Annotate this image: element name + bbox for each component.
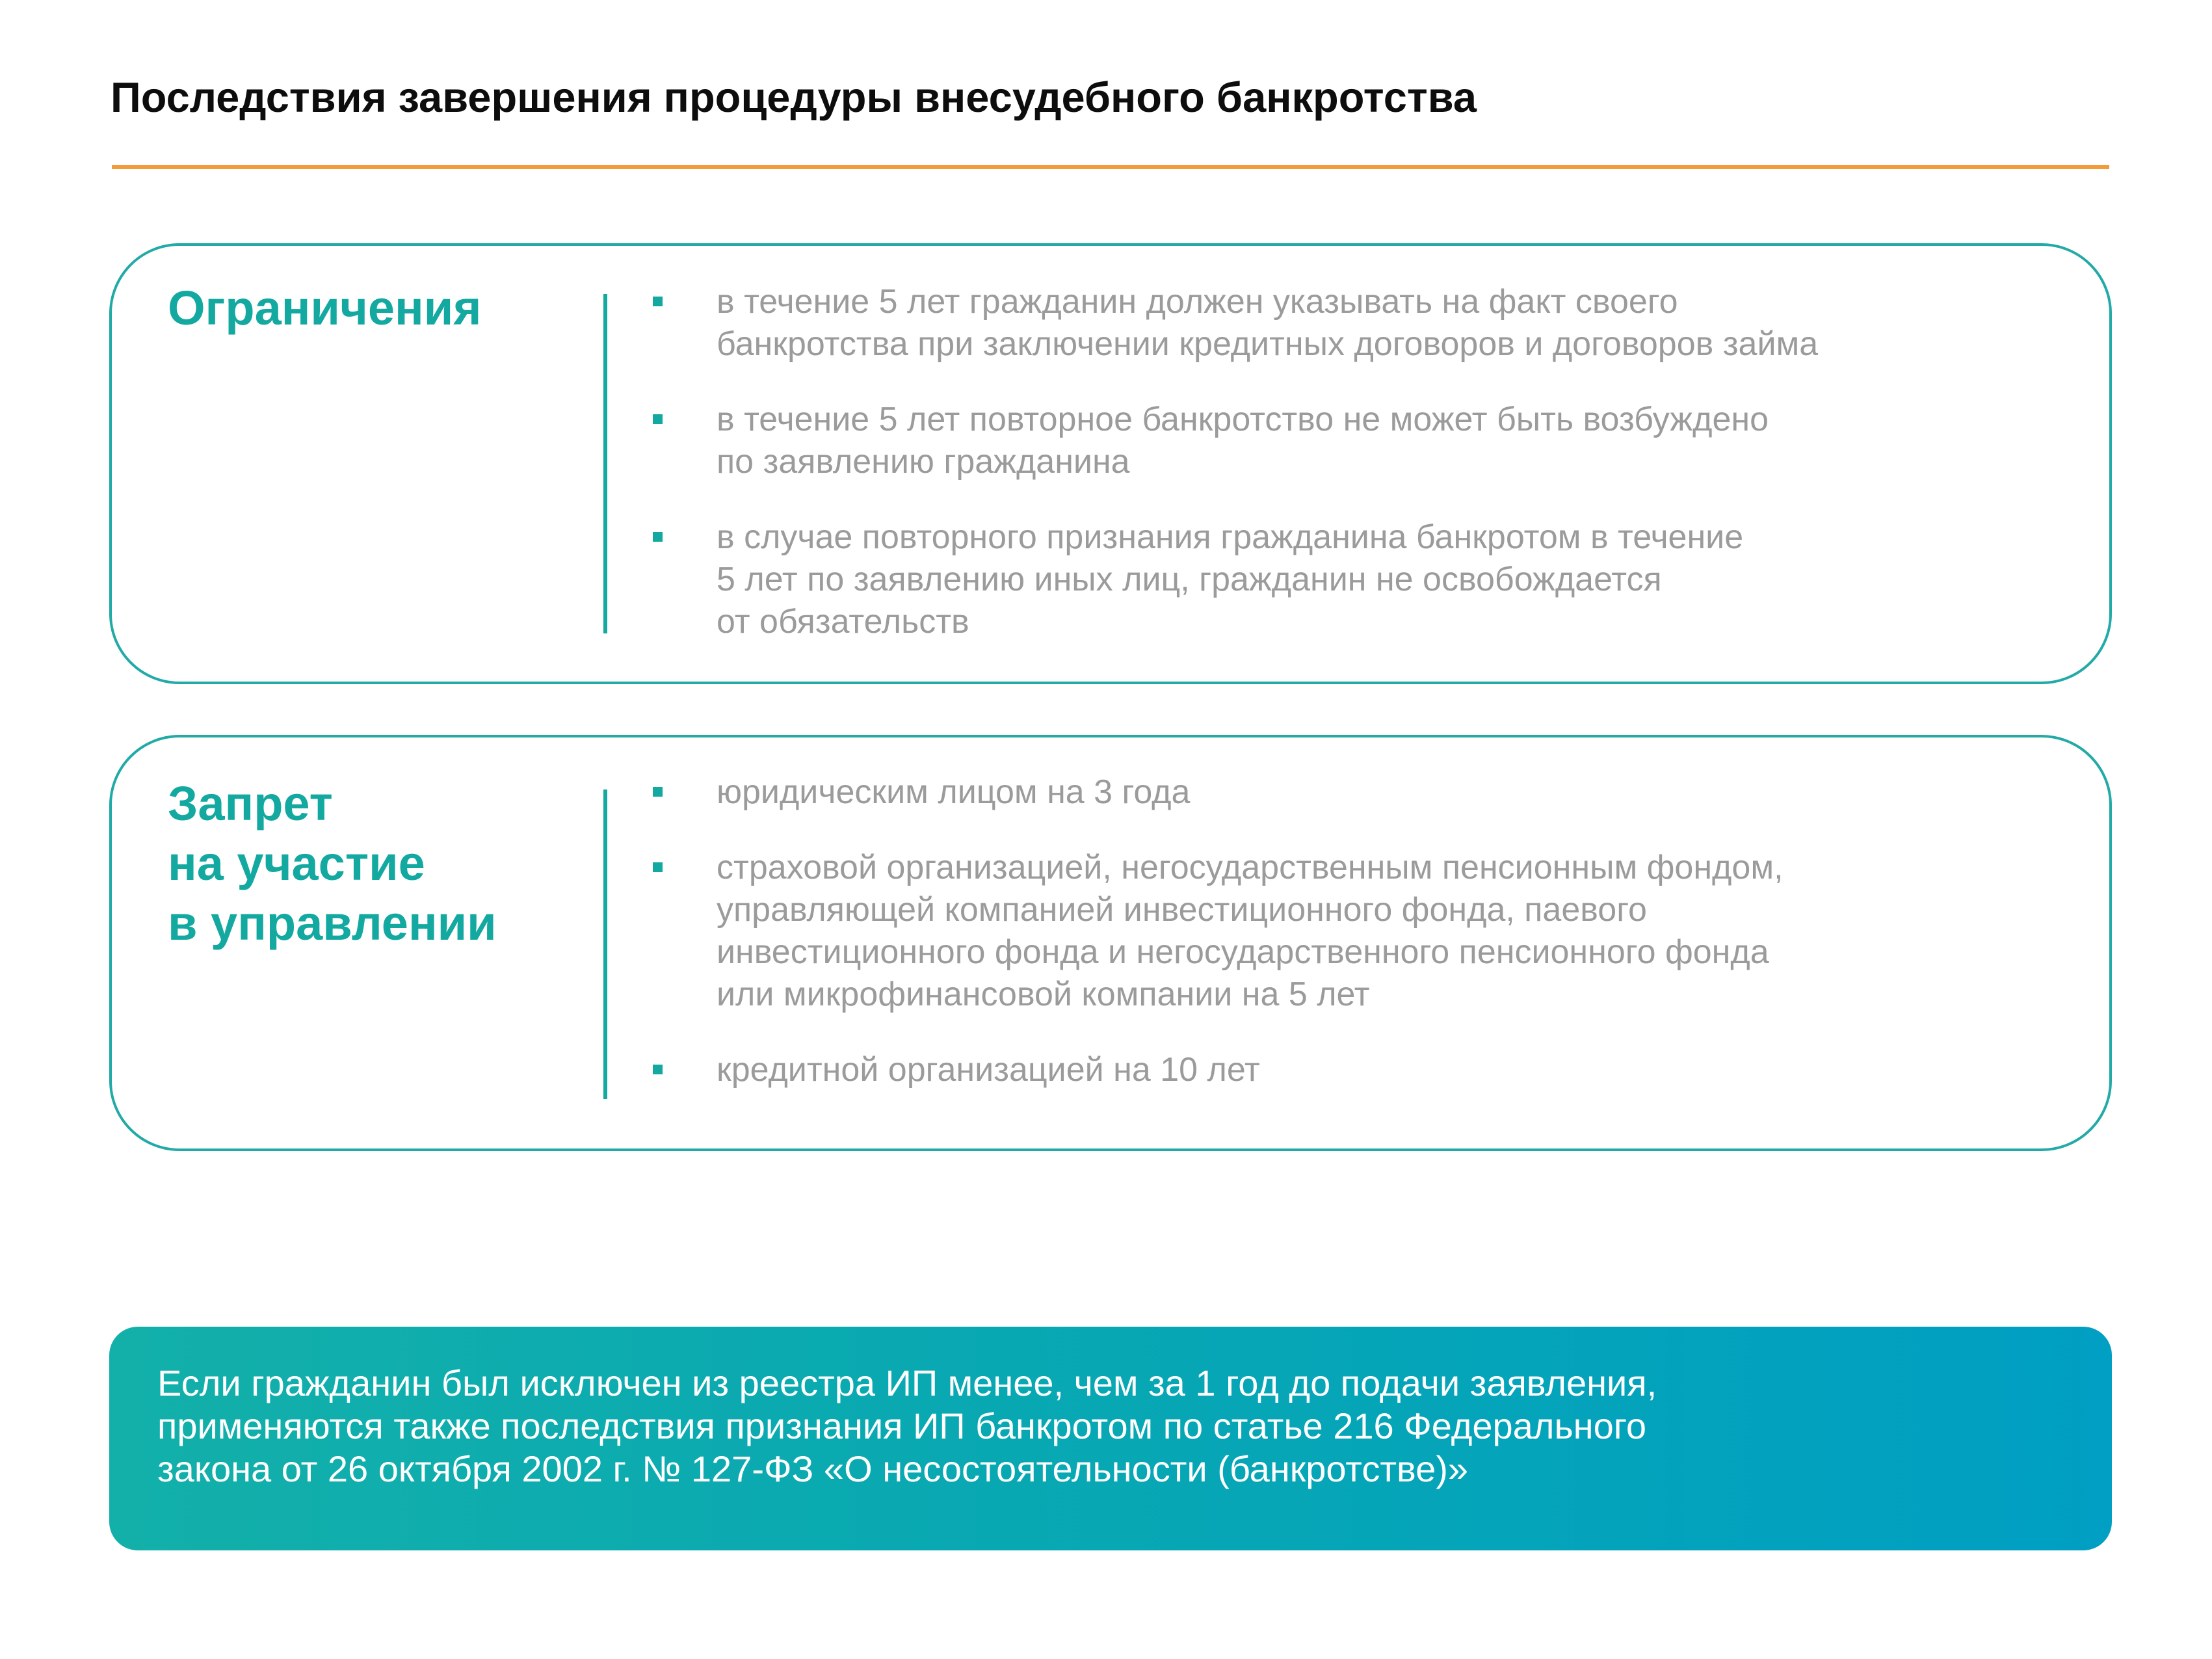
- list-item-text: юридическим лицом на 3 года: [717, 773, 1191, 811]
- list-item: [653, 847, 2083, 1016]
- restrictions-heading: Ограничения: [168, 281, 482, 335]
- list-item: [653, 516, 2083, 643]
- management-ban-list: [653, 771, 2083, 1091]
- square-bullet-icon: [653, 1065, 663, 1074]
- restrictions-card: [109, 243, 2112, 684]
- square-bullet-icon: [653, 414, 663, 424]
- list-item-text: в течение 5 лет гражданин должен указывать на факт своего банкротства при заключении кредитных договоров и договоров займа: [717, 283, 1819, 363]
- page-title: Последствия завершения процедуры внесудебного банкротства: [111, 73, 1477, 121]
- restrictions-divider: [603, 294, 607, 633]
- list-item-text: в случае повторного признания гражданина банкротом в течение 5 лет по заявлению иных лиц, гражданин не освобождается от обязательств: [717, 518, 1744, 641]
- list-item: [653, 771, 2083, 814]
- square-bullet-icon: [653, 862, 663, 872]
- square-bullet-icon: [653, 787, 663, 797]
- list-item-text: кредитной организацией на 10 лет: [717, 1051, 1260, 1089]
- note-callout: [109, 1327, 2112, 1550]
- square-bullet-icon: [653, 297, 663, 306]
- management-ban-divider: [603, 790, 607, 1099]
- list-item-text: страховой организацией, негосударственным пенсионным фондом, управляющей компанией инвестиционного фонда, паевого инвестиционного фонда и негосударственного пенсионного фонда или микрофинансовой компании на 5 лет: [717, 849, 1784, 1013]
- management-ban-card: [109, 735, 2112, 1151]
- list-item: [653, 399, 2083, 483]
- square-bullet-icon: [653, 532, 663, 542]
- list-item: [653, 1049, 2083, 1091]
- title-divider: [112, 165, 2109, 169]
- note-text: Если гражданин был исключен из реестра ИП менее, чем за 1 год до подачи заявления, применяются также последствия признания ИП банкротом по статье 216 Федерального закона от 26 октября 2002 г. № 127-ФЗ «О несостоятельности (банкротстве)»: [157, 1362, 1657, 1489]
- management-ban-heading: Запрет на участие в управлении: [168, 776, 497, 950]
- list-item-text: в течение 5 лет повторное банкротство не может быть возбуждено по заявлению гражданина: [717, 401, 1769, 481]
- restrictions-list: [653, 281, 2083, 643]
- list-item: [653, 281, 2083, 365]
